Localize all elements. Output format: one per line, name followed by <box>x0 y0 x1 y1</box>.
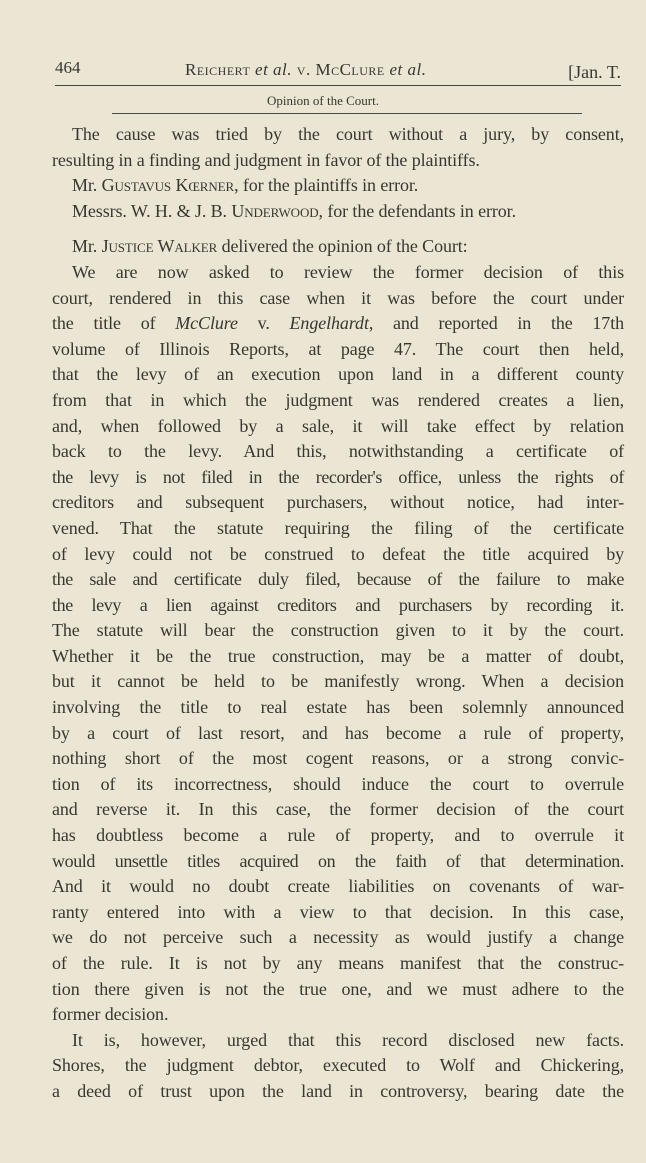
running-head <box>55 58 621 86</box>
section-heading: Opinion of the Court. <box>267 93 379 108</box>
paragraph-gap <box>52 224 624 234</box>
page-number: 464 <box>55 58 81 77</box>
text-line: tion of its incorrectness, should induce the court to overrule <box>52 773 624 794</box>
text-line: former decision. <box>52 1004 169 1025</box>
text-line: ranty entered into with a view to that decision. In this case, <box>52 901 624 922</box>
text-line: We are now asked to review the former decision of this <box>72 261 624 282</box>
counsel-plaintiffs: Mr. Gustavus Kœrner, for the plaintiffs in error. <box>72 175 419 196</box>
header-rule <box>55 85 621 86</box>
text-line: has doubtless become a rule of property, and to overrule it <box>52 825 624 846</box>
opinion-intro: Mr. Justice Walker delivered the opinion of the Court: <box>72 236 468 257</box>
text-line: by a court of last resort, and has become a rule of property, <box>52 722 624 743</box>
text-line: the sale and certificate duly filed, because of the failure to make <box>52 569 624 590</box>
text-line: a deed of trust upon the land in controversy, bearing date the <box>52 1080 624 1101</box>
text-line: tion there given is not the true one, and we must adhere to the <box>52 978 624 999</box>
text-line: The cause was tried by the court without a jury, by consent, <box>72 124 624 144</box>
text-line: And it would no doubt create liabilities on covenants of war- <box>52 876 624 897</box>
text-line: we do not perceive such a necessity as would justify a change <box>52 927 624 948</box>
text-line: involving the title to real estate has been solemnly announced <box>52 697 624 718</box>
text-line: Shores, the judgment debtor, executed to Wolf and Chickering, <box>52 1055 624 1076</box>
text-line: of levy could not be construed to defeat the title acquired by <box>52 543 624 564</box>
text-line: and, when followed by a sale, it will take effect by relation <box>52 415 624 436</box>
case-title: Reichert et al. v. McClure et al. <box>185 60 427 79</box>
text-line: but it cannot be held to be manifestly wrong. When a decision <box>52 671 624 692</box>
text-line: the levy a lien against creditors and purchasers by recording it. <box>52 594 624 615</box>
text-line: the levy is not filed in the recorder's office, unless the rights of <box>52 466 624 487</box>
text-line: back to the levy. And this, notwithstanding a certificate of <box>52 441 624 462</box>
text-line: It is, however, urged that this record disclosed new facts. <box>72 1029 624 1050</box>
text-line: The statute will bear the construction given to it by the court. <box>52 620 624 641</box>
text-line: court, rendered in this case when it was before the court under <box>52 287 624 308</box>
section-rule <box>112 113 582 114</box>
text-line: resulting in a finding and judgment in favor of the plaintiffs. <box>52 149 480 170</box>
case-citation-line: the title of McClure v. Engelhardt, and reported in the 17th <box>52 313 624 334</box>
text-line: nothing short of the most cogent reasons, or a strong convic- <box>52 748 624 769</box>
body-text <box>52 122 624 1105</box>
text-line: of the rule. It is not by any means manifest that the construc- <box>52 953 624 973</box>
text-line: Whether it be the true construction, may be a matter of doubt, <box>52 645 624 666</box>
text-line: from that in which the judgment was rendered creates a lien, <box>52 389 624 410</box>
text-line: that the levy of an execution upon land in a different county <box>52 364 624 385</box>
text-line: vened. That the statute requiring the filing of the certificate <box>52 517 624 538</box>
text-line: and reverse it. In this case, the former decision of the court <box>52 799 624 820</box>
text-line: creditors and subsequent purchasers, without notice, had inter- <box>52 492 624 513</box>
term-label: [Jan. T. <box>568 62 621 82</box>
counsel-defendants: Messrs. W. H. & J. B. Underwood, for the defendants in error. <box>72 200 516 221</box>
text-line: volume of Illinois Reports, at page 47. The court then held, <box>52 338 624 359</box>
text-line: would unsettle titles acquired on the faith of that determination. <box>52 850 624 871</box>
